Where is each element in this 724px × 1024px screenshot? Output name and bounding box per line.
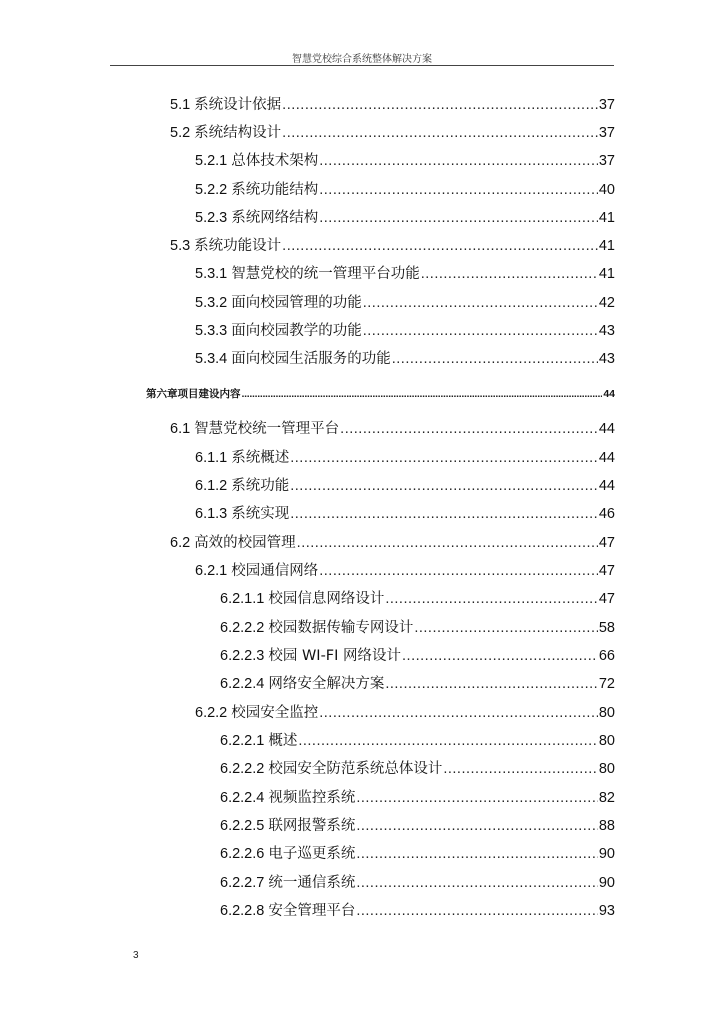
- toc-entry-title: 系统实现: [231, 506, 290, 522]
- toc-entry[interactable]: [170, 93, 615, 115]
- toc-entry-title: 概述: [268, 733, 298, 749]
- toc-entry-page: 37: [598, 153, 615, 169]
- toc-entry-title: 面向校园生活服务的功能: [231, 351, 391, 367]
- toc-entry-title: 高效的校园管理: [194, 535, 296, 551]
- toc-entry-number: 6.2.2.3: [220, 648, 265, 664]
- toc-entry-number: 6.2.2: [195, 705, 228, 721]
- toc-entry[interactable]: [170, 531, 615, 553]
- toc-entry-page: 41: [598, 266, 615, 282]
- dot-leader: [319, 153, 598, 169]
- toc-entry-number: 6.2.1: [195, 563, 228, 579]
- dot-leader: [297, 535, 598, 551]
- dot-leader: [298, 733, 598, 749]
- toc-entry-page: 66: [598, 648, 615, 664]
- toc-entry[interactable]: [220, 644, 615, 666]
- toc-entry-number: 6.1: [170, 421, 191, 437]
- toc-entry[interactable]: [220, 616, 615, 638]
- toc-entry-title: 校园安全监控: [231, 705, 319, 721]
- toc-entry-title: 视频监控系统: [268, 790, 356, 806]
- toc-entry-number: 6.1.1: [195, 450, 228, 466]
- toc-entry-page: 93: [598, 903, 615, 919]
- toc-entry-page: 90: [598, 875, 615, 891]
- toc-entry-page: 88: [598, 818, 615, 834]
- toc-entry-title: 智慧党校统一管理平台: [194, 421, 340, 437]
- toc-entry[interactable]: [195, 262, 615, 284]
- page-number: 3: [133, 950, 139, 961]
- dot-leader: [363, 295, 598, 311]
- toc-entry-number: 5.3.3: [195, 323, 228, 339]
- toc-entry-number: 5.3.4: [195, 351, 228, 367]
- toc-entry-number: 6.2.2.4: [220, 790, 265, 806]
- toc-entry-number: 6.2.2.2: [220, 620, 265, 636]
- toc-entry-number: 5.2.3: [195, 210, 228, 226]
- toc-entry-title: 校园信息网络设计: [268, 591, 385, 607]
- toc-entry[interactable]: [195, 291, 615, 313]
- dot-leader: [290, 506, 598, 522]
- toc-entry-title: 校园安全防范系统总体设计: [268, 761, 443, 777]
- toc-entry[interactable]: [170, 234, 615, 256]
- toc-entry-title: 校园数据传输专网设计: [268, 620, 414, 636]
- dot-leader: [319, 563, 598, 579]
- dot-leader: [356, 875, 598, 891]
- toc-entry-title: 系统功能设计: [194, 238, 282, 254]
- toc-entry-title: 网络安全解决方案: [268, 676, 385, 692]
- dot-leader: [414, 620, 598, 636]
- toc-entry-title: 系统结构设计: [194, 125, 282, 141]
- dot-leader: [392, 351, 598, 367]
- toc-entry-title: 系统功能结构: [231, 182, 319, 198]
- toc-entry-page: 37: [598, 125, 615, 141]
- toc-entry-page: 47: [598, 535, 615, 551]
- toc-entry[interactable]: [195, 446, 615, 468]
- toc-entry-page: 43: [598, 351, 615, 367]
- toc-entry-number: 6.2.2.2: [220, 761, 265, 777]
- toc-entry-page: 44: [598, 421, 615, 437]
- toc-entry-title: 系统设计依据: [194, 97, 282, 113]
- dot-leader: [402, 648, 598, 664]
- toc-entry[interactable]: [195, 701, 615, 723]
- toc-entry-page: 37: [598, 97, 615, 113]
- dot-leader: [421, 266, 598, 282]
- dot-leader: [290, 478, 598, 494]
- toc-entry-title: 第六章项目建设内容: [146, 388, 241, 400]
- dot-leader: [242, 388, 603, 400]
- toc-entry[interactable]: [170, 121, 615, 143]
- toc-entry-number: 5.2.2: [195, 182, 228, 198]
- toc-entry-number: 6.2.2.7: [220, 875, 265, 891]
- toc-entry[interactable]: [220, 786, 615, 808]
- toc-entry-number: 5.2: [170, 125, 191, 141]
- toc-entry[interactable]: [195, 347, 615, 369]
- toc-entry-number: 5.1: [170, 97, 191, 113]
- dot-leader: [319, 210, 598, 226]
- toc-entry-page: 47: [598, 591, 615, 607]
- toc-entry-number: 6.2.2.8: [220, 903, 265, 919]
- toc-entry[interactable]: [220, 672, 615, 694]
- toc-entry-title: 总体技术架构: [231, 153, 319, 169]
- toc-entry[interactable]: [220, 729, 615, 751]
- toc-entry-page: 72: [598, 676, 615, 692]
- toc-entry-number: 5.2.1: [195, 153, 228, 169]
- dot-leader: [340, 421, 598, 437]
- toc-entry[interactable]: [220, 899, 615, 921]
- dot-leader: [385, 591, 598, 607]
- toc-entry-title: 系统网络结构: [231, 210, 319, 226]
- toc-entry[interactable]: [220, 587, 615, 609]
- toc-entry-page: 43: [598, 323, 615, 339]
- toc-entry[interactable]: [195, 178, 615, 200]
- toc-entry-number: 6.2.2.6: [220, 846, 265, 862]
- dot-leader: [356, 903, 598, 919]
- toc-entry-number: 5.3: [170, 238, 191, 254]
- toc-entry-title: 面向校园教学的功能: [231, 323, 362, 339]
- toc-entry-page: 40: [598, 182, 615, 198]
- toc-entry-page: 47: [598, 563, 615, 579]
- toc-entry-number: 6.2.2.4: [220, 676, 265, 692]
- toc-entry[interactable]: [220, 871, 615, 893]
- toc-entry-title: 校园 WI-FI 网络设计: [268, 648, 402, 664]
- toc-entry-title: 系统功能: [231, 478, 290, 494]
- toc-entry-number: 6.1.2: [195, 478, 228, 494]
- toc-entry-title: 安全管理平台: [268, 903, 356, 919]
- toc-chapter-entry[interactable]: [146, 386, 615, 404]
- toc-entry-page: 44: [598, 478, 615, 494]
- toc-entry-page: 42: [598, 295, 615, 311]
- toc-entry-page: 44: [598, 450, 615, 466]
- dot-leader: [443, 761, 598, 777]
- toc-entry-page: 41: [598, 210, 615, 226]
- toc-entry-page: 44: [603, 388, 615, 400]
- dot-leader: [356, 818, 598, 834]
- toc-entry[interactable]: [220, 814, 615, 836]
- toc-entry-number: 6.2.1.1: [220, 591, 265, 607]
- toc-entry[interactable]: [195, 502, 615, 524]
- toc-entry-number: 6.2.2.1: [220, 733, 265, 749]
- dot-leader: [319, 705, 598, 721]
- dot-leader: [385, 676, 598, 692]
- dot-leader: [356, 790, 598, 806]
- toc-entry[interactable]: [170, 417, 615, 439]
- dot-leader: [356, 846, 598, 862]
- dot-leader: [319, 182, 598, 198]
- toc-entry[interactable]: [195, 206, 615, 228]
- dot-leader: [282, 125, 598, 141]
- toc-entry-number: 6.2.2.5: [220, 818, 265, 834]
- toc-entry-title: 系统概述: [231, 450, 290, 466]
- toc-entry-page: 90: [598, 846, 615, 862]
- toc-entry-number: 6.2: [170, 535, 191, 551]
- toc-entry-title: 统一通信系统: [268, 875, 356, 891]
- toc-entry-number: 6.1.3: [195, 506, 228, 522]
- toc-entry-number: 5.3.1: [195, 266, 228, 282]
- toc-entry-title: 电子巡更系统: [268, 846, 356, 862]
- toc-entry-page: 46: [598, 506, 615, 522]
- toc-entry-title: 智慧党校的统一管理平台功能: [231, 266, 420, 282]
- toc-entry-page: 80: [598, 705, 615, 721]
- toc-entry-title: 联网报警系统: [268, 818, 356, 834]
- toc-entry-page: 41: [598, 238, 615, 254]
- toc-entry[interactable]: [195, 559, 615, 581]
- dot-leader: [363, 323, 598, 339]
- toc-entry-page: 58: [598, 620, 615, 636]
- dot-leader: [282, 97, 598, 113]
- toc-entry-title: 面向校园管理的功能: [231, 295, 362, 311]
- dot-leader: [282, 238, 598, 254]
- toc-entry-title: 校园通信网络: [231, 563, 319, 579]
- toc-entry[interactable]: [195, 149, 615, 171]
- toc-entry-page: 80: [598, 761, 615, 777]
- toc-entry[interactable]: [220, 757, 615, 779]
- toc-entry[interactable]: [195, 474, 615, 496]
- toc-entry-number: 5.3.2: [195, 295, 228, 311]
- toc-entry-page: 82: [598, 790, 615, 806]
- document-title: 智慧党校综合系统整体解决方案: [292, 54, 432, 65]
- toc-entry-page: 80: [598, 733, 615, 749]
- toc-entry[interactable]: [220, 842, 615, 864]
- toc-entry[interactable]: [195, 319, 615, 341]
- dot-leader: [290, 450, 598, 466]
